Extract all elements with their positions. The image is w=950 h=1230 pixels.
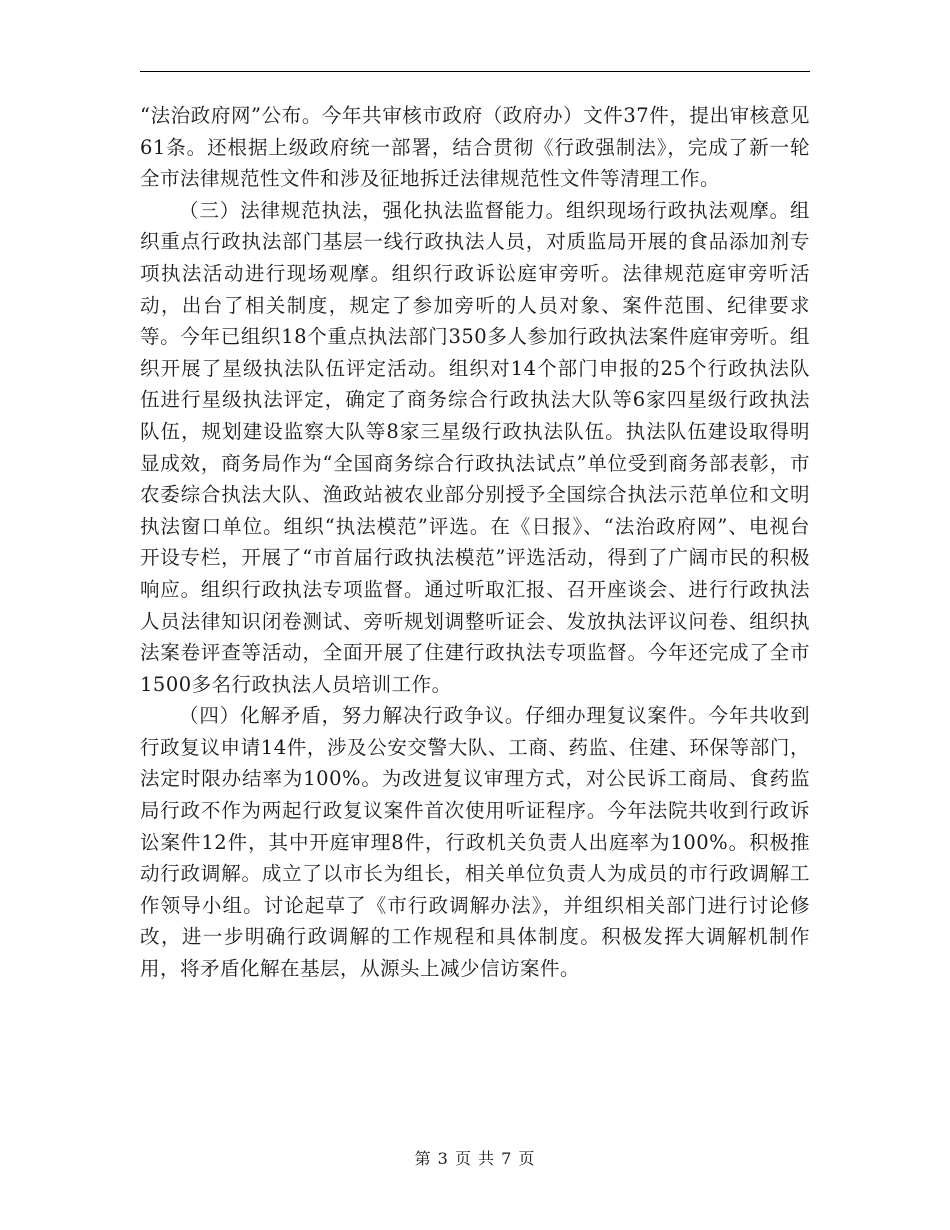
header-rule xyxy=(140,71,810,72)
paragraph-1: “法治政府网”公布。今年共审核市政府（政府办）文件37件，提出审核意见61条。还根据上级政府统一部署，结合贯彻《行政强制法》，完成了新一轮全市法律规范性文件和涉及征地拆迁法律规范性文件等清理工作。 xyxy=(140,104,810,191)
page-number-footer: 第 3 页 共 7 页 xyxy=(414,1149,536,1168)
paragraph-3: （四）化解矛盾，努力解决行政争议。仔细办理复议案件。今年共收到行政复议申请14件，涉及公安交警大队、工商、药监、住建、环保等部门，法定时限办结率为100%。为改进复议审理方式，对公民诉工商局、食药监局行政不作为两起行政复议案件首次使用听证程序。今年法院共收到行政诉讼案件12件，其中开庭审理8件，行政机关负责人出庭率为100%。积极推动行政调解。成立了以市长为组长，相关单位负责人为成员的市行政调解工作领导小组。讨论起草了《市行政调解办法》，并组织相关部门进行讨论修改，进一步明确行政调解的工作规程和具体制度。积极发挥大调解机制作用，将矛盾化解在基层，从源头上减少信访案件。 xyxy=(140,704,810,981)
document-body xyxy=(140,100,810,985)
paragraph-2: （三）法律规范执法，强化执法监督能力。组织现场行政执法观摩。组织重点行政执法部门基层一线行政执法人员，对质监局开展的食品添加剂专项执法活动进行现场观摩。组织行政诉讼庭审旁听。法律规范庭审旁听活动，出台了相关制度，规定了参加旁听的人员对象、案件范围、纪律要求等。今年已组织18个重点执法部门350多人参加行政执法案件庭审旁听。组织开展了星级执法队伍评定活动。组织对14个部门申报的25个行政执法队伍进行星级执法评定，确定了商务综合行政执法大队等6家四星级行政执法队伍，规划建设监察大队等8家三星级行政执法队伍。执法队伍建设取得明显成效，商务局作为“全国商务综合行政执法试点”单位受到商务部表彰，市农委综合执法大队、渔政站被农业部分别授予全国综合执法示范单位和文明执法窗口单位。组织“执法模范”评选。在《日报》、“法治政府网”、电视台开设专栏，开展了“市首届行政执法模范”评选活动，得到了广阔市民的积极响应。组织行政执法专项监督。通过听取汇报、召开座谈会、进行行政执法人员法律知识闭卷测试、旁听规划调整听证会、发放执法评议问卷、组织执法案卷评查等活动，全面开展了住建行政执法专项监督。今年还完成了全市1500多名行政执法人员培训工作。 xyxy=(140,198,810,696)
